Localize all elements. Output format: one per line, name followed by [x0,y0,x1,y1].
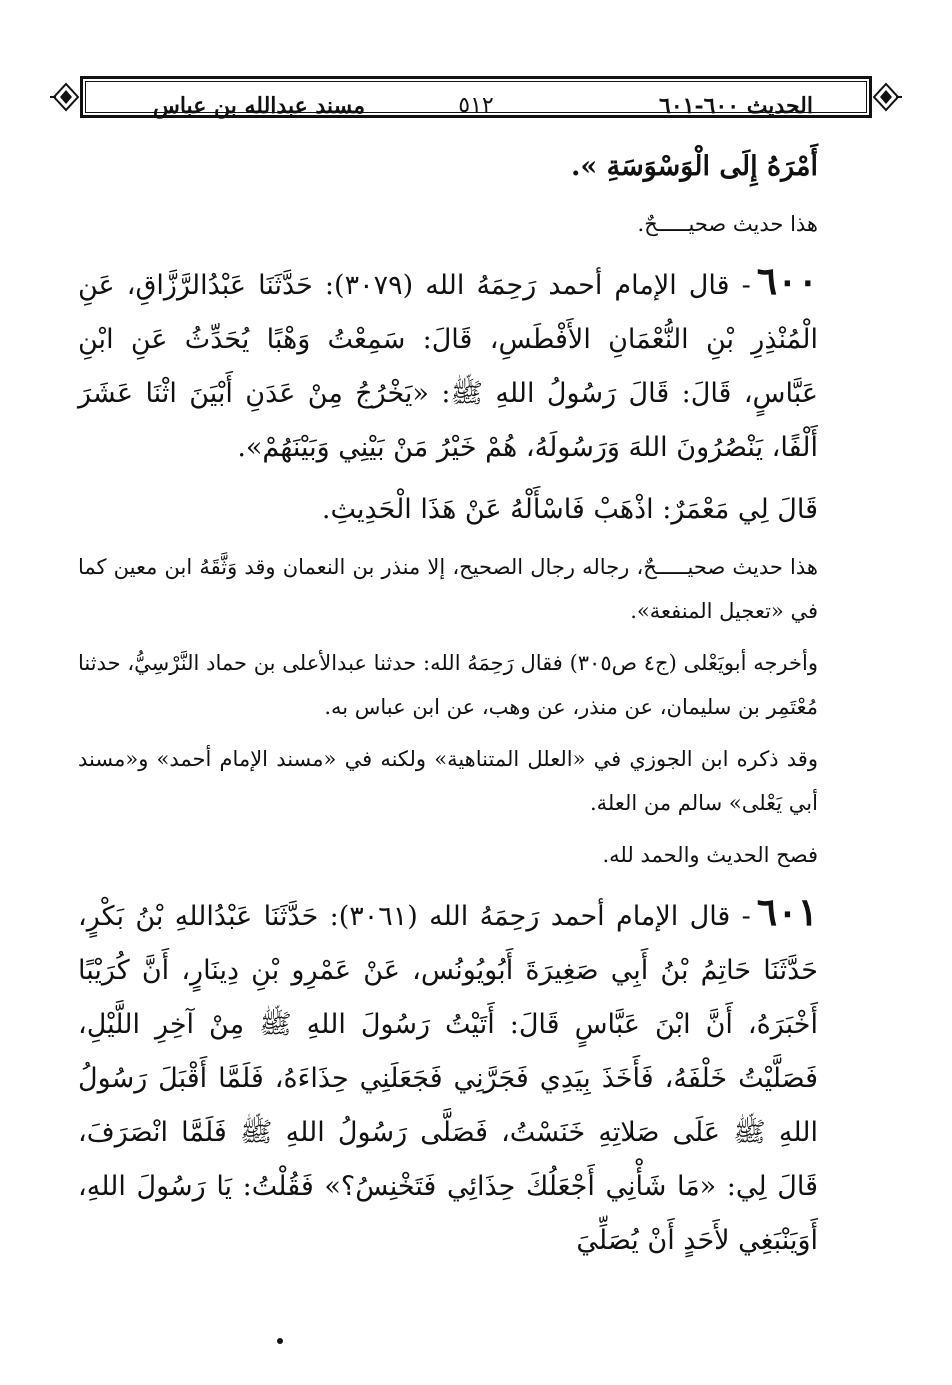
hadith-599-end: أَمْرَهُ إِلَى الْوَسْوَسَةِ ». [570,151,818,182]
hadith-601 [78,885,818,1268]
hadith-600-text: - قال الإمام أحمد رَحِمَهُ الله (٣٠٧٩): حَدَّثَنَا عَبْدُالرَّزَّاقِ، عَنِ الْمُنْذِرِ بْنِ النُّعْمَانِ الأَفْطَسِ، قَالَ: سَمِعْتُ وَهْبًا يُحَدِّثُ عَنِ ابْنِ عَبَّاسٍ، قَالَ: قَالَ رَسُولُ اللهِ ﷺ: «يَخْرُجُ مِنْ عَدَنِ أَبْيَنَ اثْنَا عَشَرَ أَلْفًا، يَنْصُرُونَ اللهَ وَرَسُولَهُ، هُمْ خَيْرُ مَنْ بَيْنِي وَبَيْنَهُمْ». [78,270,818,463]
hadith-601-text: - قال الإمام أحمد رَحِمَهُ الله (٣٠٦١): حَدَّثَنَا عَبْدُاللهِ بْنُ بَكْرٍ، حَدَّثَنَا حَاتِمُ بْنُ أَبِي صَغِيرَةَ أَبُويُونُس، عَنْ عَمْرِو بْنِ دِينَارٍ، أَنَّ كُرَيْبًا أَخْبَرَهُ، أَنَّ ابْنَ عَبَّاسٍ قَالَ: أَتَيْتُ رَسُولَ اللهِ ﷺ مِنْ آخِرِ اللَّيْلِ، فَصَلَّيْتُ خَلْفَهُ، فَأَخَذَ بِيَدِي فَجَرَّنِي فَجَعَلَنِي حِذَاءَهُ، فَلَمَّا أَقْبَلَ رَسُولُ اللهِ ﷺ عَلَى صَلاتِهِ خَنَسْتُ، فَصَلَّى رَسُولُ اللهِ ﷺ فَلَمَّا انْصَرَفَ، قَالَ لِي: «مَا شَأْنِي أَجْعَلُكَ حِذَائِي فَتَخْنِسُ؟» فَقُلْتُ: يَا رَسُولَ اللهِ، أَوَيَنْبَغِي لأَحَدٍ أَنْ يُصَلِّيَ [78,901,818,1256]
page-number: ٥١٢ [458,93,494,118]
grading-600: هذا حديث صحيـــــحٌ، رجاله رجال الصحيح، إلا منذر بن النعمان وقد وَثَّقَهُ ابن معين كما في «تعجيل المنفعة». [78,555,818,623]
grading-599: هذا حديث صحيـــــحٌ. [637,212,818,236]
ibn-jawzi-note: وقد ذكره ابن الجوزي في «العلل المتناهية» ولكنه في «مسند الإمام أحمد» و«مسند أبي يَعْلى» سالم من العلة. [78,747,818,815]
ornament-left-icon [50,78,80,116]
page-dot [277,1338,283,1344]
page-body [78,140,818,1268]
hadith-600-number: ٦٠٠ [756,258,818,303]
hadith-601-number: ٦٠١ [756,889,819,934]
book-title: مسند عبدالله بن عباس [153,93,365,119]
ornament-right-icon [872,78,902,116]
hadith-600 [78,254,818,475]
abu-yala-takhrij: وأخرجه أبويَعْلى (ج٤ ص٣٠٥) فقال رَحِمَهُ الله: حدثنا عبدالأعلى بن حماد النَّرْسِيُّ، حدثنا مُعْتَمِر بن سليمان، عن منذر، عن وهب، عن ابن عباس به. [78,651,818,719]
conclusion: فصح الحديث والحمد لله. [602,843,818,867]
mamar-note: قَالَ لِي مَعْمَرٌ: اذْهَبْ فَاسْأَلْهُ عَنْ هَذَا الْحَدِيثِ. [321,494,818,525]
page-header [50,72,902,124]
hadith-range: الحديث ٦٠٠-٦٠١ [659,93,813,119]
header-frame [80,76,872,118]
